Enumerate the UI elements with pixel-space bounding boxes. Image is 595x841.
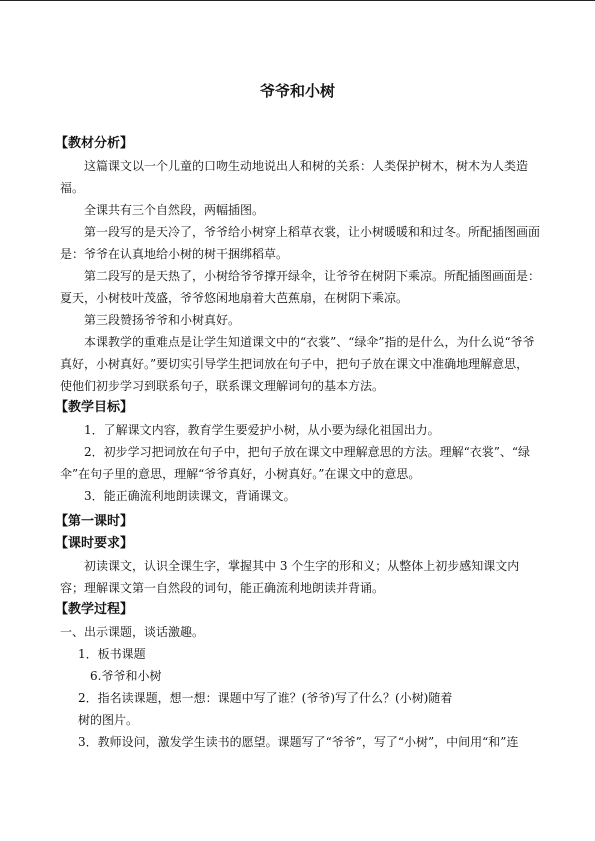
paragraph: 第二段写的是天热了，小树给爷爷撑开绿伞，让爷爷在树阴下乘凉。所配插图画面是：夏天，小树枝叶茂盛，爷爷悠闲地扇着大芭蕉扇，在树阴下乘凉。	[60, 269, 541, 305]
paragraph: 全课共有三个自然段，两幅插图。	[84, 203, 265, 217]
section-heading-lesson1: 【第一课时】	[55, 514, 134, 529]
process-substep: 2．指名读课题，想一想：课题中写了谁？(爷爷)写了什么？(小树)随着	[78, 691, 453, 705]
section-heading-goals: 【教学目标】	[55, 400, 134, 415]
goal-item: 1．了解课文内容，教育学生要爱护小树，从小要为绿化祖国出力。	[84, 423, 440, 437]
paragraph: 第三段赞扬爷爷和小树真好。	[84, 313, 241, 327]
process-step: 一、出示课题，谈话激趣。	[60, 625, 205, 639]
section-heading-analysis: 【教材分析】	[55, 136, 134, 151]
paragraph: 第一段写的是天冷了，爷爷给小树穿上稻草衣裳，让小树暖暖和和过冬。所配插图画面是：爷爷在认真地给小树的树干捆绑稻草。	[60, 225, 541, 261]
process-substep: 3．教师设问，激发学生读书的愿望。课题写了“爷爷”，写了“小树”，中间用“和”连	[78, 735, 519, 749]
document-body	[55, 133, 541, 753]
document-title: 爷爷和小树	[259, 82, 335, 100]
process-substep-detail: 6.爷爷和小树	[90, 669, 162, 683]
section-heading-requirements: 【课时要求】	[55, 536, 134, 551]
paragraph: 这篇课文以一个儿童的口吻生动地说出人和树的关系：人类保护树木，树木为人类造福。	[60, 159, 529, 195]
goal-item: 3．能正确流利地朗读课文，背诵课文。	[84, 489, 296, 503]
paragraph: 本课教学的重难点是让学生知道课文中的“衣裳”、“绿伞”指的是什么，为什么说“爷爷真好，小树真好。”要切实引导学生把词放在句子中，把句子放在课文中准确地理解意思，使他们初步学习到联系句子，联系课文理解词句的基本方法。	[60, 335, 535, 393]
section-heading-process: 【教学过程】	[55, 602, 134, 617]
paragraph: 初读课文，认识全课生字，掌握其中 3 个生字的形和义；从整体上初步感知课文内容；理解课文第一自然段的词句，能正确流利地朗读并背诵。	[60, 559, 520, 595]
goal-item: 2．初步学习把词放在句子中，把句子放在课文中理解意思的方法。理解“衣裳”、“绿伞”在句子里的意思，理解“爷爷真好，小树真好。”在课文中的意思。	[60, 445, 531, 481]
process-substep-continued: 树的图片。	[78, 713, 139, 727]
process-substep: 1．板书课题	[78, 647, 146, 661]
